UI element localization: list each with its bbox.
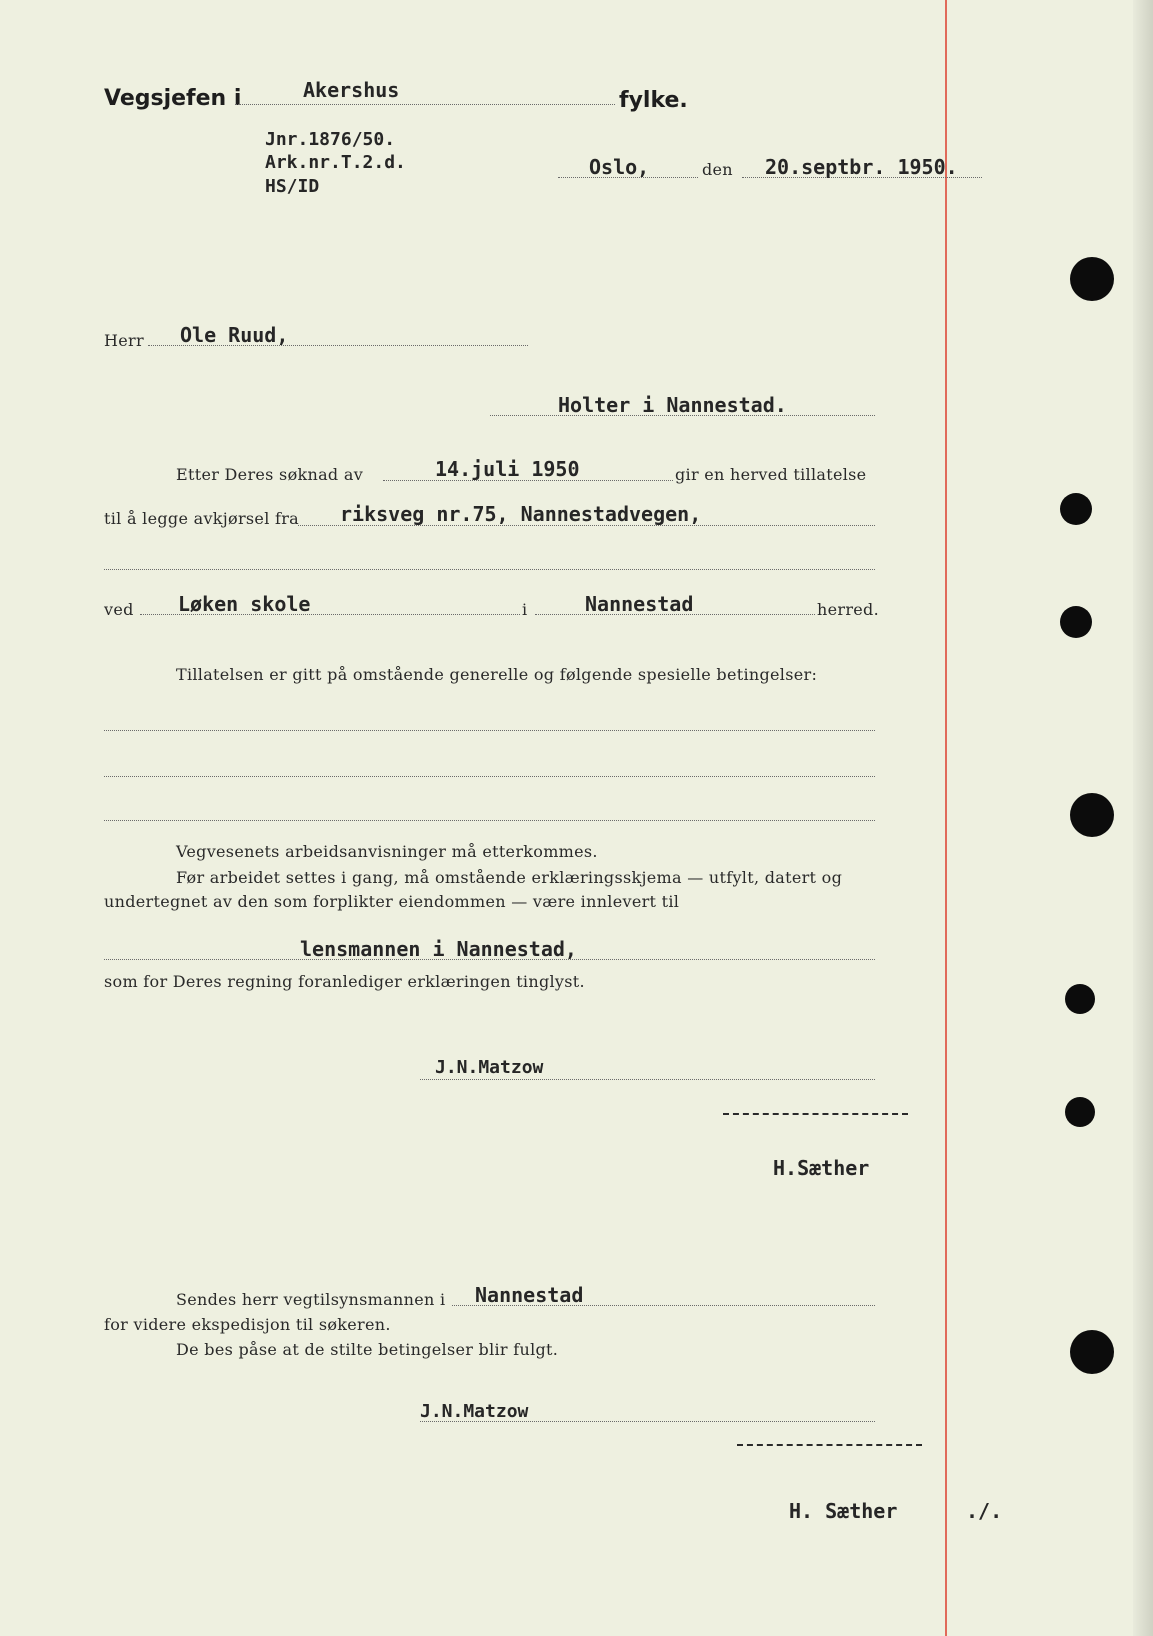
archive-number: Ark.nr.T.2.d. [265, 152, 406, 173]
vegsjefen-label: Vegsjefen i [104, 86, 242, 111]
road-name: riksveg nr.75, Nannestadvegen, [340, 502, 702, 526]
den-label: den [702, 160, 733, 179]
location: Løken skole [178, 592, 311, 616]
forwarding-district: Nannestad [475, 1283, 584, 1307]
enclosure-mark: ./. [966, 1499, 1003, 1523]
conditions-line-3 [104, 820, 875, 821]
municipality: Nannestad [585, 592, 694, 616]
forwarding-line-1: Sendes herr vegtilsynsmannen i [176, 1290, 446, 1309]
recipient: lensmannen i Nannestad, [300, 937, 577, 961]
punch-hole [1070, 793, 1114, 837]
margin-line [945, 0, 947, 1636]
punch-hole [1065, 1097, 1095, 1127]
fylke-label: fylke. [619, 88, 688, 113]
herred-label: herred. [817, 600, 879, 619]
co-signer-dash-1 [723, 1113, 908, 1115]
forwarding-line-3: De bes påse at de stilte betingelser blir fulgt. [176, 1340, 559, 1359]
punch-hole [1060, 493, 1092, 525]
addressee-address: Holter i Nannestad. [558, 393, 787, 417]
addressee-name: Ole Ruud, [180, 323, 289, 347]
journal-number: Jnr.1876/50. [265, 129, 396, 150]
conditions-line-1 [104, 730, 875, 731]
county-name: Akershus [303, 78, 400, 102]
instructions-line-4: som for Deres regning foranlediger erklæringen tinglyst. [104, 972, 585, 991]
co-signer-1: H.Sæther [773, 1156, 870, 1180]
forwarding-line-2: for videre ekspedisjon til søkeren. [104, 1315, 391, 1334]
ved-label: ved [104, 600, 134, 619]
dateline-date: 20.septbr. 1950. [765, 155, 958, 179]
initials: HS/ID [265, 176, 320, 197]
instructions-line-1: Vegvesenets arbeidsanvisninger må etterkommes. [176, 842, 598, 861]
application-date: 14.juli 1950 [435, 457, 580, 481]
etter-label: Etter Deres søknad av [176, 465, 364, 484]
conditions-text: Tillatelsen er gitt på omstående generelle og følgende spesielle betingelser: [176, 665, 818, 684]
instructions-line-3: undertegnet av den som forplikter eiendommen — være innlevert til [104, 892, 680, 911]
signer-line-1 [420, 1079, 875, 1080]
blank-line [104, 569, 875, 570]
signer-2: J.N.Matzow [420, 1401, 529, 1422]
punch-hole [1070, 257, 1114, 301]
dateline-place: Oslo, [589, 155, 650, 179]
county-line [235, 104, 615, 105]
signer-1: J.N.Matzow [435, 1057, 544, 1078]
page-edge-shadow [1133, 0, 1153, 1636]
punch-hole [1065, 984, 1095, 1014]
i-label: i [522, 600, 528, 619]
co-signer-2: H. Sæther [789, 1499, 898, 1523]
co-signer-dash-2 [737, 1444, 922, 1446]
til-label: til å legge avkjørsel fra [104, 509, 300, 528]
punch-hole [1070, 1330, 1114, 1374]
conditions-line-2 [104, 776, 875, 777]
instructions-line-2: Før arbeidet settes i gang, må omstående erklæringsskjema — utfylt, datert og [176, 868, 843, 887]
herr-label: Herr [104, 331, 144, 350]
gir-label: gir en herved tillatelse [675, 465, 867, 484]
punch-hole [1060, 606, 1092, 638]
